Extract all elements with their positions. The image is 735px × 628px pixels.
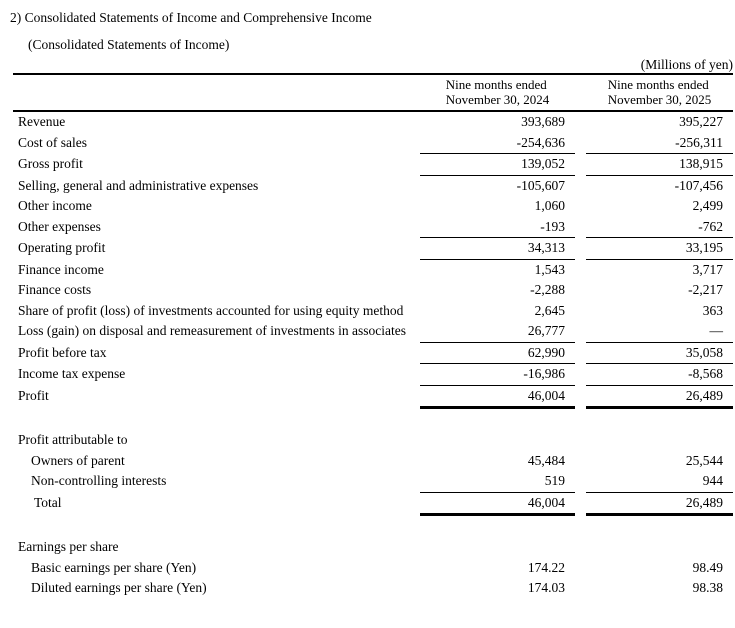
value-2024: 34,313 <box>420 238 575 260</box>
row-label: Basic earnings per share (Yen) <box>31 559 197 575</box>
row-label: Share of profit (loss) of investments accounted for using equity method <box>18 302 404 318</box>
value-2025: 26,489 <box>586 386 733 410</box>
table-row <box>13 154 733 176</box>
column-gap <box>575 343 586 365</box>
column-gap <box>575 196 586 217</box>
value-2025: 138,915 <box>586 154 733 176</box>
table-row <box>13 430 733 451</box>
income-statement-table <box>13 56 733 599</box>
value-2025: 25,544 <box>685 452 723 468</box>
row-label: Cost of sales <box>18 134 87 150</box>
table-body <box>13 112 733 599</box>
page-title: 2) Consolidated Statements of Income and Comprehensive Income <box>10 10 372 25</box>
row-label: Selling, general and administrative expenses <box>18 177 259 193</box>
value-2024: 2,645 <box>534 302 565 318</box>
column-gap <box>575 578 586 599</box>
table-row <box>13 301 733 322</box>
row-label: Profit <box>18 387 49 403</box>
value-2025: 98.38 <box>692 580 723 595</box>
table-row <box>13 112 733 133</box>
value-2024: -254,636 <box>420 133 575 155</box>
row-label: Loss (gain) on disposal and remeasurement of investments in associates <box>18 323 407 338</box>
row-label: Finance income <box>18 261 104 277</box>
row-label: Gross profit <box>18 156 83 171</box>
table-row <box>13 558 733 579</box>
column-gap <box>575 112 586 133</box>
row-label: Operating profit <box>18 240 106 255</box>
table-row <box>13 217 733 239</box>
value-2025: 26,489 <box>586 493 733 517</box>
unit-note: (Millions of yen) <box>640 57 733 72</box>
column-header-2024 <box>420 77 575 107</box>
column-header-2024-line2: November 30, 2024 <box>445 92 550 107</box>
value-2025: -2,217 <box>688 282 723 297</box>
column-gap <box>575 471 586 493</box>
row-label: Diluted earnings per share (Yen) <box>31 580 207 595</box>
column-gap <box>575 493 586 517</box>
value-2025: 35,058 <box>586 343 733 365</box>
value-2025: -762 <box>586 217 733 239</box>
table-row <box>13 537 733 558</box>
value-2024 <box>420 537 575 558</box>
value-2025: 944 <box>586 471 733 493</box>
row-label: Other income <box>18 198 92 213</box>
column-gap <box>575 260 586 281</box>
table-row <box>13 238 733 260</box>
table-row <box>13 343 733 365</box>
column-gap <box>575 321 586 343</box>
value-2025: -107,456 <box>674 177 723 193</box>
column-gap <box>575 451 586 472</box>
table-row <box>13 321 733 343</box>
value-2025: -8,568 <box>586 364 733 386</box>
value-2024: 519 <box>420 471 575 493</box>
value-2024: 1,543 <box>534 261 565 277</box>
table-row <box>13 176 733 197</box>
value-2025: 363 <box>702 302 723 318</box>
value-2024: 139,052 <box>420 154 575 176</box>
column-gap <box>575 301 586 322</box>
column-gap <box>575 280 586 301</box>
column-header-2024-line1: Nine months ended <box>445 77 547 92</box>
column-gap <box>575 133 586 155</box>
value-2024: 26,777 <box>420 321 575 343</box>
value-2025: -256,311 <box>586 133 733 155</box>
table-row <box>13 493 733 517</box>
row-label: Other expenses <box>18 218 101 234</box>
value-2025: 98.49 <box>692 559 723 575</box>
page-subtitle: (Consolidated Statements of Income) <box>28 37 230 52</box>
value-2024: -16,986 <box>420 364 575 386</box>
value-2025: — <box>586 321 733 343</box>
row-label: Finance costs <box>18 282 92 297</box>
table-row <box>13 471 733 493</box>
column-gap <box>575 217 586 239</box>
table-row <box>13 578 733 599</box>
value-2024: 62,990 <box>420 343 575 365</box>
row-label: Revenue <box>18 114 66 129</box>
value-2024: 1,060 <box>534 198 565 213</box>
table-row <box>13 364 733 386</box>
row-label: Total <box>34 494 62 510</box>
column-gap <box>575 537 586 558</box>
value-2024: 46,004 <box>420 386 575 410</box>
row-label: Income tax expense <box>18 366 126 381</box>
spacer-row <box>13 516 733 537</box>
value-2025 <box>586 537 733 558</box>
value-2024: -105,607 <box>516 177 565 193</box>
table-row <box>13 260 733 281</box>
table-row <box>13 280 733 301</box>
table-header-row <box>13 73 733 112</box>
row-label: Earnings per share <box>18 539 119 554</box>
column-header-2025 <box>586 77 733 107</box>
column-gap <box>575 364 586 386</box>
value-2024: -193 <box>420 217 575 239</box>
column-header-2025-line1: Nine months ended <box>607 77 709 92</box>
value-2025: 33,195 <box>586 238 733 260</box>
value-2024: 393,689 <box>521 114 565 129</box>
value-2025: 3,717 <box>692 261 723 277</box>
column-gap <box>575 430 586 451</box>
label-column-header <box>13 77 420 107</box>
column-gap <box>575 176 586 197</box>
table-row <box>13 451 733 472</box>
value-2025: 395,227 <box>679 114 723 129</box>
document-header <box>0 0 735 54</box>
table-row <box>13 196 733 217</box>
column-gap <box>575 386 586 410</box>
table-row <box>13 386 733 410</box>
value-2024: 174.22 <box>527 559 565 575</box>
column-header-2025-line2: November 30, 2025 <box>607 92 712 107</box>
value-2025 <box>586 430 733 451</box>
row-label: Profit before tax <box>18 344 107 360</box>
row-label: Owners of parent <box>31 452 125 468</box>
row-label: Non-controlling interests <box>31 473 167 488</box>
value-2025: 2,499 <box>692 198 723 213</box>
value-2024 <box>420 430 575 451</box>
value-2024: 46,004 <box>420 493 575 517</box>
column-gap <box>575 238 586 260</box>
value-2024: -2,288 <box>530 282 565 297</box>
table-row <box>13 133 733 155</box>
column-gap <box>575 558 586 579</box>
row-label: Profit attributable to <box>18 432 128 447</box>
value-2024: 45,484 <box>527 452 565 468</box>
spacer-row <box>13 409 733 430</box>
value-2024: 174.03 <box>527 580 565 595</box>
column-gap <box>575 154 586 176</box>
column-gap <box>575 77 586 107</box>
